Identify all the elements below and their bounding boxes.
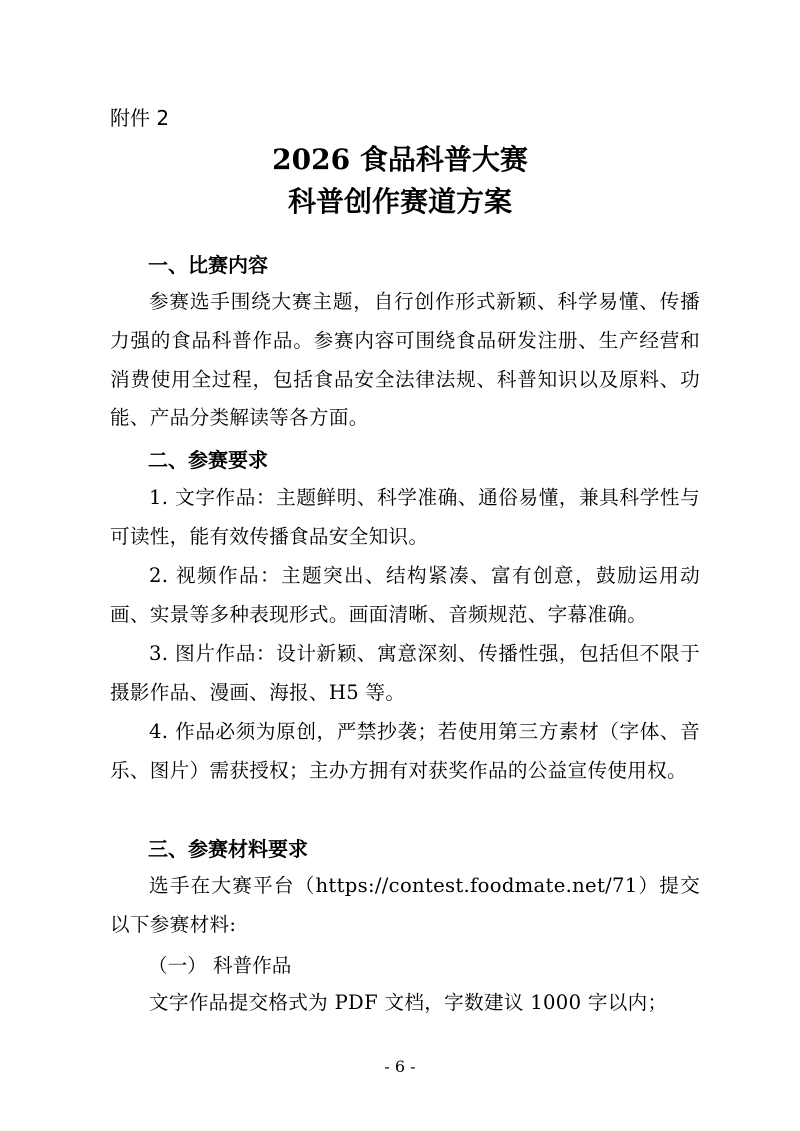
document-title-line2: 科普创作赛道方案 [287, 185, 512, 218]
section-heading-requirements: 二、参赛要求 [148, 448, 268, 472]
page-number: - 6 - [384, 1057, 416, 1076]
attachment-label: 附件 2 [110, 106, 170, 130]
section-heading-materials: 三、参赛材料要求 [148, 837, 308, 861]
requirement-item-3: 3. 图片作品：设计新颖、寓意深刻、传播性强，包括但不限于摄影作品、漫画、海报、H5 等。 [110, 642, 700, 704]
materials-intro: 选手在大赛平台（https://contest.foodmate.net/71）提交以下参赛材料: [110, 874, 700, 936]
materials-subheading: （一） 科普作品 [148, 954, 292, 977]
document-title-line1: 2026 食品科普大赛 [272, 143, 528, 176]
section-body-content: 参赛选手围绕大赛主题，自行创作形式新颖、科学易懂、传播力强的食品科普作品。参赛内容可围绕食品研发注册、生产经营和消费使用全过程，包括食品安全法律法规、科普知识以及原料、功能、产品分类解读等各方面。 [110, 290, 700, 430]
requirement-item-2: 2. 视频作品：主题突出、结构紧凑、富有创意，鼓励运用动画、实景等多种表现形式。画面清晰、音频规范、字幕准确。 [110, 564, 700, 626]
materials-text-format: 文字作品提交格式为 PDF 文档，字数建议 1000 字以内； [149, 991, 668, 1014]
requirement-item-1: 1. 文字作品：主题鲜明、科学准确、通俗易懂，兼具科学性与可读性，能有效传播食品安全知识。 [110, 486, 700, 548]
requirement-item-4: 4. 作品必须为原创，严禁抄袭；若使用第三方素材（字体、音乐、图片）需获授权；主办方拥有对获奖作品的公益宣传使用权。 [110, 720, 700, 782]
section-heading-content: 一、比赛内容 [148, 253, 268, 277]
